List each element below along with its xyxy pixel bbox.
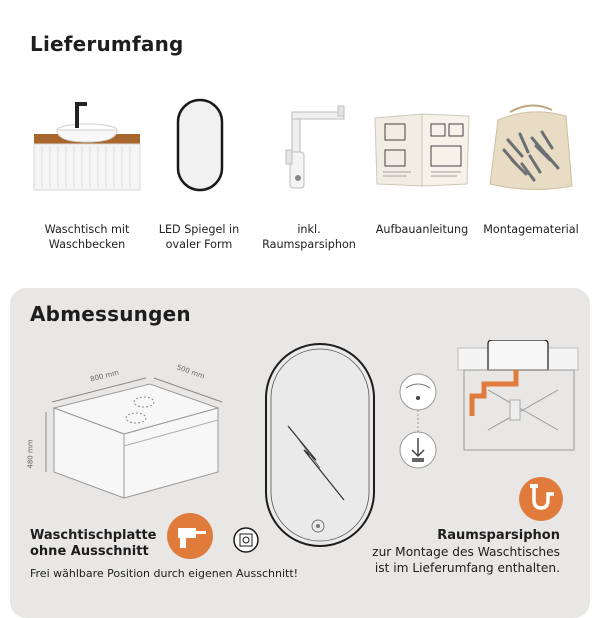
left-note-title-2: ohne Ausschnitt [30,544,149,559]
scope-item-label: Montagematerial [483,223,579,236]
siphon-icon [254,90,364,200]
left-note-title-1: Waschtischplatte [30,528,157,543]
hardware-bag-icon [476,90,586,200]
vanity-unit-icon [32,90,142,200]
left-note-text: Frei wählbare Position durch eigenen Ausschnitt! [30,567,299,580]
scope-item-label: Waschtisch mit Waschbecken [44,223,130,251]
siphon-installation-drawing [388,340,588,490]
scope-item-label: inkl. Raumsparsiphon [262,223,356,251]
mirror-dimension-drawing [260,340,380,550]
dimensions-title: Abmessungen [30,302,191,326]
cabinet-width-label: 800 mm [89,368,120,384]
scope-item-hardware [476,90,586,236]
scope-item-mirror [144,90,254,251]
scope-item-label: LED Spiegel in ovaler Form [158,223,240,251]
scope-items [0,90,600,260]
scope-item-vanity [32,90,142,251]
cabinet-height-label: 480 mm [26,439,35,469]
right-note-title: Raumsparsiphon [437,528,560,543]
right-note-line-2: ist im Lieferumfang enthalten. [374,561,560,575]
power-socket-icon [232,526,260,554]
scope-item-manual [367,90,477,236]
instruction-booklet-icon [367,90,477,200]
siphon-badge-icon [518,476,564,522]
scope-item-label: Aufbauanleitung [375,223,469,236]
scope-item-siphon [254,90,364,251]
oval-mirror-icon [144,90,254,200]
dimensions-panel [10,288,590,618]
right-note-line-1: zur Montage des Waschtisches [372,545,560,559]
cabinet-depth-label: 500 mm [175,363,206,381]
drill-badge-icon [166,512,214,560]
scope-title: Lieferumfang [30,32,184,56]
